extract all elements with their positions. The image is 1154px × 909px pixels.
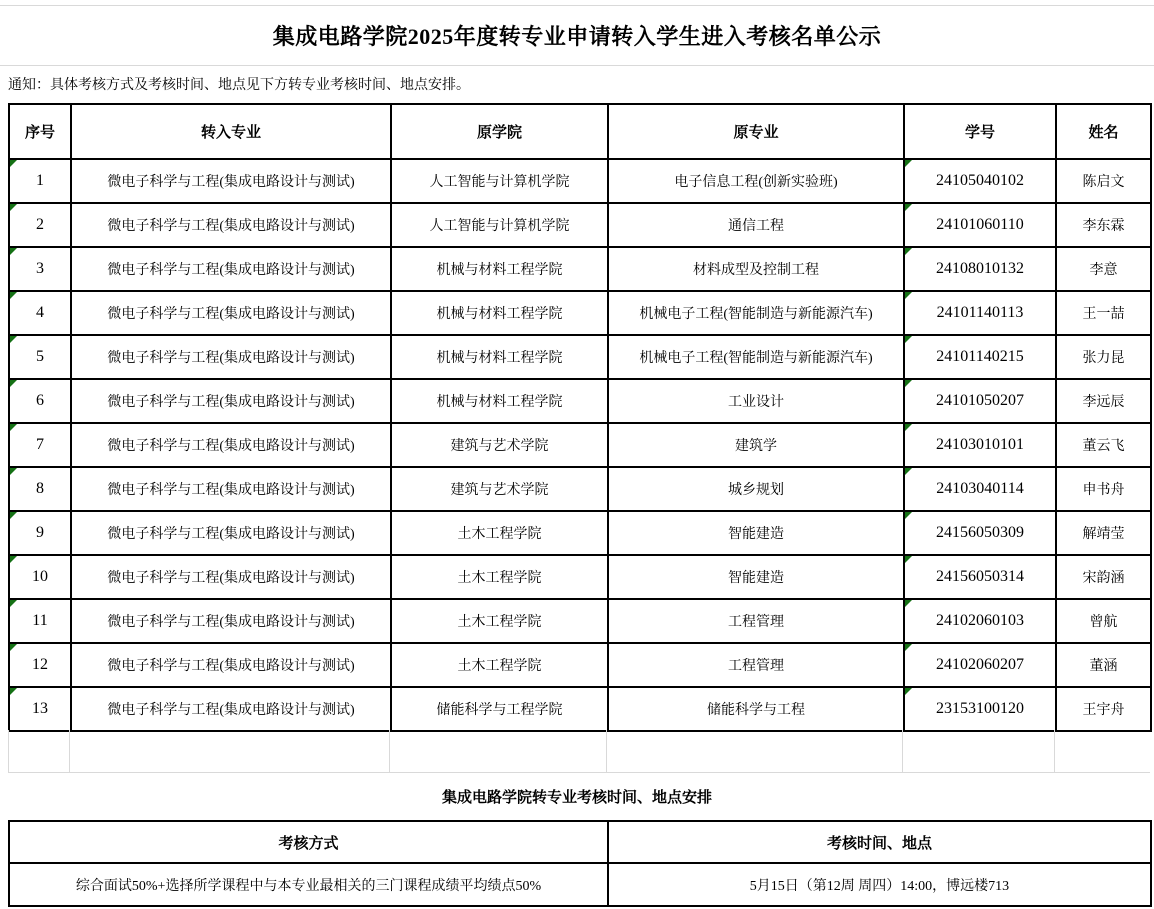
table-row	[9, 423, 1151, 467]
table-row	[9, 643, 1151, 687]
orig-college-cell: 土木工程学院	[391, 599, 608, 643]
orig-college-cell: 建筑与艺术学院	[391, 467, 608, 511]
target-major-cell: 微电子科学与工程(集成电路设计与测试)	[71, 379, 391, 423]
index-cell: 7	[9, 423, 71, 467]
orig-major-cell: 电子信息工程(创新实验班)	[608, 159, 904, 203]
name-cell: 曾航	[1056, 599, 1151, 643]
index-cell: 2	[9, 203, 71, 247]
schedule-data-row	[9, 863, 1151, 906]
target-major-cell: 微电子科学与工程(集成电路设计与测试)	[71, 159, 391, 203]
text-format-indicator-icon	[905, 248, 912, 255]
orig-college-cell: 建筑与艺术学院	[391, 423, 608, 467]
name-cell: 王一喆	[1056, 291, 1151, 335]
text-format-indicator-icon	[10, 336, 17, 343]
orig-major-cell: 机械电子工程(智能制造与新能源汽车)	[608, 335, 904, 379]
table-row	[9, 291, 1151, 335]
roster-body	[9, 159, 1151, 731]
text-format-indicator-icon	[905, 204, 912, 211]
text-format-indicator-icon	[905, 424, 912, 431]
target-major-cell: 微电子科学与工程(集成电路设计与测试)	[71, 687, 391, 731]
col-header-orig-major: 原专业	[608, 104, 904, 159]
index-cell: 8	[9, 467, 71, 511]
text-format-indicator-icon	[905, 512, 912, 519]
index-cell: 12	[9, 643, 71, 687]
orig-major-cell: 储能科学与工程	[608, 687, 904, 731]
text-format-indicator-icon	[905, 380, 912, 387]
text-format-indicator-icon	[905, 556, 912, 563]
orig-college-cell: 机械与材料工程学院	[391, 247, 608, 291]
orig-college-cell: 土木工程学院	[391, 643, 608, 687]
name-cell: 李东霖	[1056, 203, 1151, 247]
target-major-cell: 微电子科学与工程(集成电路设计与测试)	[71, 467, 391, 511]
student-id-cell: 24101140215	[904, 335, 1056, 379]
col-header-index: 序号	[9, 104, 71, 159]
student-id-cell: 24101050207	[904, 379, 1056, 423]
schedule-table	[8, 820, 1152, 907]
orig-college-cell: 机械与材料工程学院	[391, 335, 608, 379]
text-format-indicator-icon	[905, 468, 912, 475]
index-cell: 4	[9, 291, 71, 335]
ghost-cell	[390, 730, 607, 772]
name-cell: 张力昆	[1056, 335, 1151, 379]
target-major-cell: 微电子科学与工程(集成电路设计与测试)	[71, 599, 391, 643]
text-format-indicator-icon	[10, 468, 17, 475]
student-id-cell: 24156050314	[904, 555, 1056, 599]
orig-college-cell: 机械与材料工程学院	[391, 291, 608, 335]
target-major-cell: 微电子科学与工程(集成电路设计与测试)	[71, 247, 391, 291]
target-major-cell: 微电子科学与工程(集成电路设计与测试)	[71, 291, 391, 335]
text-format-indicator-icon	[905, 644, 912, 651]
orig-major-cell: 建筑学	[608, 423, 904, 467]
student-id-cell: 24156050309	[904, 511, 1056, 555]
index-cell: 9	[9, 511, 71, 555]
empty-spreadsheet-row	[8, 730, 1150, 773]
text-format-indicator-icon	[10, 204, 17, 211]
ghost-cell	[9, 730, 70, 772]
orig-college-cell: 机械与材料工程学院	[391, 379, 608, 423]
schedule-time-cell: 5月15日（第12周 周四）14:00，博远楼713	[608, 863, 1151, 906]
col-header-target-major: 转入专业	[71, 104, 391, 159]
table-row	[9, 599, 1151, 643]
text-format-indicator-icon	[10, 424, 17, 431]
schedule-header-row	[9, 821, 1151, 863]
orig-college-cell: 人工智能与计算机学院	[391, 203, 608, 247]
orig-major-cell: 工程管理	[608, 599, 904, 643]
text-format-indicator-icon	[905, 336, 912, 343]
orig-major-cell: 智能建造	[608, 555, 904, 599]
name-cell: 申书舟	[1056, 467, 1151, 511]
student-id-cell: 24103010101	[904, 423, 1056, 467]
schedule-time-header: 考核时间、地点	[608, 821, 1151, 863]
name-cell: 陈启文	[1056, 159, 1151, 203]
name-cell: 解靖莹	[1056, 511, 1151, 555]
roster-table	[8, 103, 1152, 732]
orig-college-cell: 土木工程学院	[391, 511, 608, 555]
target-major-cell: 微电子科学与工程(集成电路设计与测试)	[71, 555, 391, 599]
schedule-title: 集成电路学院转专业考核时间、地点安排	[441, 790, 712, 806]
text-format-indicator-icon	[905, 600, 912, 607]
name-cell: 李意	[1056, 247, 1151, 291]
table-row	[9, 555, 1151, 599]
orig-major-cell: 材料成型及控制工程	[608, 247, 904, 291]
orig-major-cell: 机械电子工程(智能制造与新能源汽车)	[608, 291, 904, 335]
text-format-indicator-icon	[905, 292, 912, 299]
student-id-cell: 24102060207	[904, 643, 1056, 687]
table-row	[9, 335, 1151, 379]
orig-college-cell: 土木工程学院	[391, 555, 608, 599]
ghost-cell	[1055, 730, 1150, 772]
student-id-cell: 24102060103	[904, 599, 1056, 643]
text-format-indicator-icon	[10, 292, 17, 299]
index-cell: 5	[9, 335, 71, 379]
text-format-indicator-icon	[10, 380, 17, 387]
index-cell: 11	[9, 599, 71, 643]
notice-text: 通知：具体考核方式及考核时间、地点见下方转专业考核时间、地点安排。	[8, 78, 470, 93]
table-row	[9, 687, 1151, 731]
text-format-indicator-icon	[10, 512, 17, 519]
name-cell: 王宇舟	[1056, 687, 1151, 731]
orig-college-cell: 储能科学与工程学院	[391, 687, 608, 731]
ghost-cell	[903, 730, 1055, 772]
index-cell: 13	[9, 687, 71, 731]
name-cell: 董涵	[1056, 643, 1151, 687]
name-cell: 董云飞	[1056, 423, 1151, 467]
target-major-cell: 微电子科学与工程(集成电路设计与测试)	[71, 511, 391, 555]
table-row	[9, 203, 1151, 247]
text-format-indicator-icon	[10, 644, 17, 651]
text-format-indicator-icon	[10, 248, 17, 255]
text-format-indicator-icon	[905, 688, 912, 695]
student-id-cell: 24101060110	[904, 203, 1056, 247]
text-format-indicator-icon	[10, 600, 17, 607]
index-cell: 3	[9, 247, 71, 291]
orig-major-cell: 智能建造	[608, 511, 904, 555]
orig-major-cell: 城乡规划	[608, 467, 904, 511]
text-format-indicator-icon	[10, 160, 17, 167]
target-major-cell: 微电子科学与工程(集成电路设计与测试)	[71, 335, 391, 379]
table-row	[9, 247, 1151, 291]
schedule-method-header: 考核方式	[9, 821, 608, 863]
col-header-name: 姓名	[1056, 104, 1151, 159]
name-cell: 宋韵涵	[1056, 555, 1151, 599]
student-id-cell: 24105040102	[904, 159, 1056, 203]
table-row	[9, 467, 1151, 511]
index-cell: 1	[9, 159, 71, 203]
schedule-method-cell: 综合面试50%+选择所学课程中与本专业最相关的三门课程成绩平均绩点50%	[9, 863, 608, 906]
student-id-cell: 24101140113	[904, 291, 1056, 335]
table-row	[9, 511, 1151, 555]
index-cell: 6	[9, 379, 71, 423]
orig-major-cell: 工程管理	[608, 643, 904, 687]
table-row	[9, 159, 1151, 203]
orig-major-cell: 通信工程	[608, 203, 904, 247]
text-format-indicator-icon	[10, 556, 17, 563]
target-major-cell: 微电子科学与工程(集成电路设计与测试)	[71, 423, 391, 467]
orig-college-cell: 人工智能与计算机学院	[391, 159, 608, 203]
student-id-cell: 24108010132	[904, 247, 1056, 291]
ghost-cell	[607, 730, 903, 772]
target-major-cell: 微电子科学与工程(集成电路设计与测试)	[71, 643, 391, 687]
text-format-indicator-icon	[905, 160, 912, 167]
text-format-indicator-icon	[10, 688, 17, 695]
target-major-cell: 微电子科学与工程(集成电路设计与测试)	[71, 203, 391, 247]
student-id-cell: 23153100120	[904, 687, 1056, 731]
ghost-cell	[70, 730, 390, 772]
name-cell: 李远辰	[1056, 379, 1151, 423]
col-header-student-id: 学号	[904, 104, 1056, 159]
doc-title: 集成电路学院2025年度转专业申请转入学生进入考核名单公示	[272, 23, 882, 49]
roster-header-row	[9, 104, 1151, 159]
table-row	[9, 379, 1151, 423]
col-header-orig-college: 原学院	[391, 104, 608, 159]
index-cell: 10	[9, 555, 71, 599]
student-id-cell: 24103040114	[904, 467, 1056, 511]
orig-major-cell: 工业设计	[608, 379, 904, 423]
